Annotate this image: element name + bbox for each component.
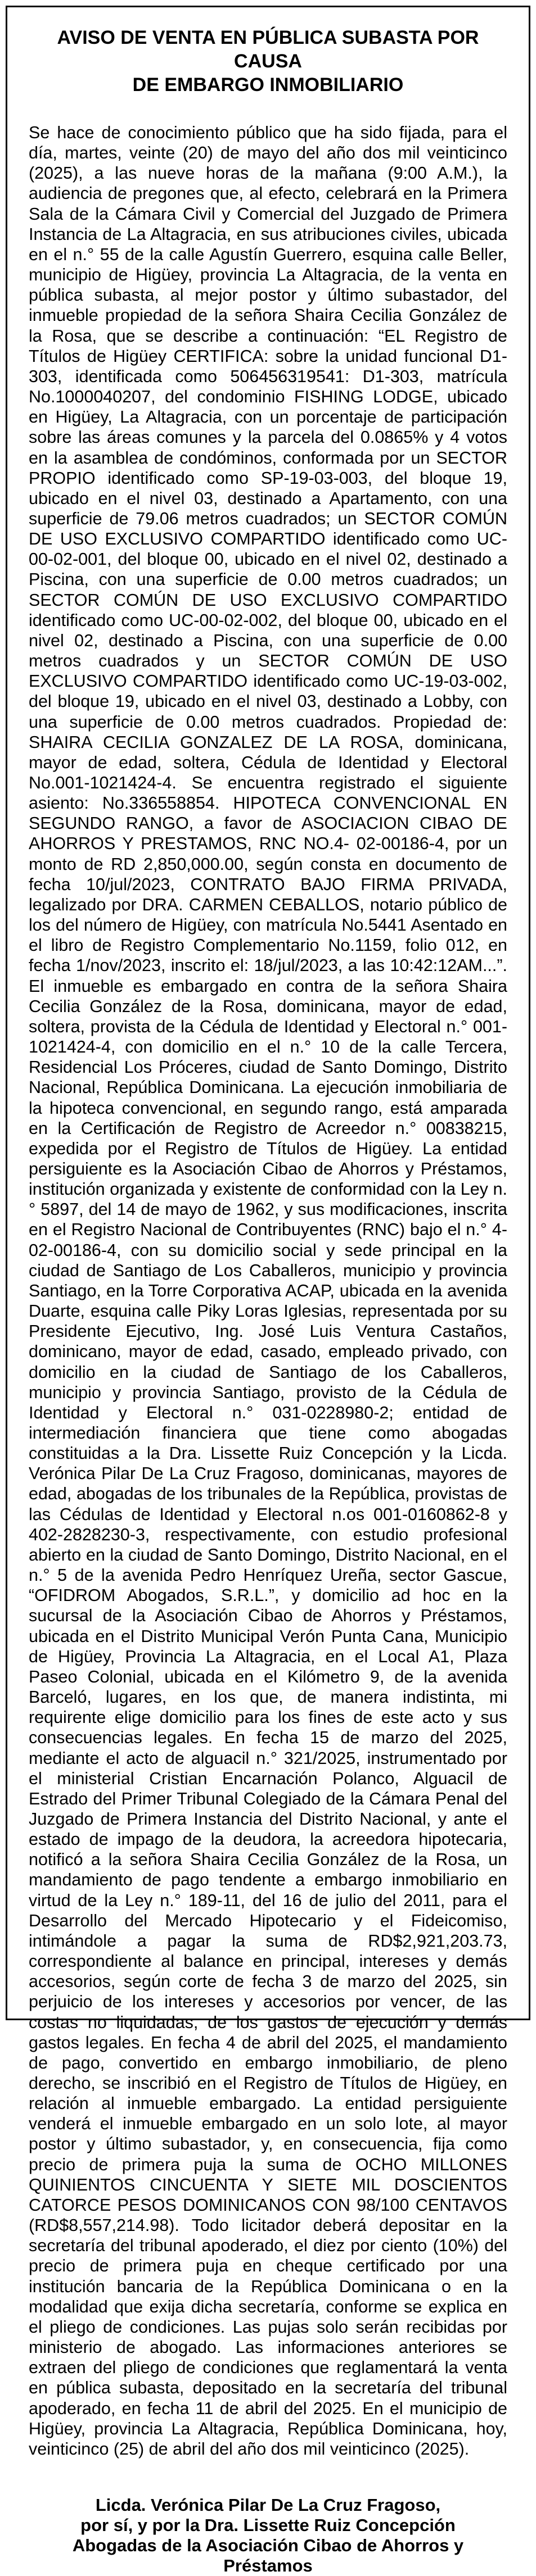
notice-title-line-1: AVISO DE VENTA EN PÚBLICA SUBASTA POR CAUSA <box>57 27 479 72</box>
signature-block <box>29 2495 507 2576</box>
notice-title <box>29 26 507 97</box>
signature-line-3: Abogadas de la Asociación Cibao de Ahorros y Préstamos <box>72 2535 464 2575</box>
notice-body: Se hace de conocimiento público que ha sido fijada, para el día, martes, veinte (20) de mayo del año dos mil veinticinco (2025), a las nueve horas de la mañana (9:00 A.M.), la audiencia de pregones que, al efecto, celebrará en la Primera Sala de la Cámara Civil y Comercial del Juzgado de Primera Instancia de La Altagracia, en sus atribuciones civiles, ubicada en el n.° 55 de la calle Agustín Guerrero, esquina calle Beller, municipio de Higüey, provincia La Altagracia, de la venta en pública subasta, al mejor postor y último subastador, del inmueble propiedad de la señora Shaira Cecilia González de la Rosa, que se describe a continuación: “EL Registro de Títulos de Higüey CERTIFICA: sobre la unidad funcional D1-303, identificada como 506456319541: D1-303, matrícula No.1000040207, del condominio FISHING LODGE, ubicado en Higüey, La Altagracia, con un porcentaje de participación sobre las áreas comunes y la parcela del 0.0865% y 4 votos en la asamblea de condóminos, conformada por un SECTOR PROPIO identificado como SP-19-03-003, del bloque 19, ubicado en el nivel 03, destinado a Apartamento, con una superficie de 79.06 metros cuadrados; un SECTOR COMÚN DE USO EXCLUSIVO COMPARTIDO identificado como UC-00-02-001, del bloque 00, ubicado en el nivel 02, destinado a Piscina, con una superficie de 0.00 metros cuadrados; un SECTOR COMÚN DE USO EXCLUSIVO COMPARTIDO identificado como UC-00-02-002, del bloque 00, ubicado en el nivel 02, destinado a Piscina, con una superficie de 0.00 metros cuadrados y un SECTOR COMÚN DE USO EXCLUSIVO COMPARTIDO identificado como UC-19-03-002, del bloque 19, ubicado en el nivel 03, destinado a Lobby, con una superficie de 0.00 metros cuadrados. Propiedad de: SHAIRA CECILIA GONZALEZ DE LA ROSA, dominicana, mayor de edad, soltera, Cédula de Identidad y Electoral No.001-1021424-4. Se encuentra registrado el siguiente asiento: No.336558854. HIPOTECA CONVENCIONAL EN SEGUNDO RANGO, a favor de ASOCIACION CIBAO DE AHORROS Y PRESTAMOS, RNC NO.4- 02-00186-4, por un monto de RD 2,850,000.00, según consta en documento de fecha 10/jul/2023, CONTRATO BAJO FIRMA PRIVADA, legalizado por DRA. CARMEN CEBALLOS, notario público de los del número de Higüey, con matrícula No.5441 Asentado en el libro de Registro Complementario No.1159, folio 012, en fecha 1/nov/2023, inscrito el: 18/jul/2023, a las 10:42:12AM...”. El inmueble es embargado en contra de la señora Shaira Cecilia González de la Rosa, dominicana, mayor de edad, soltera, provista de la Cédula de Identidad y Electoral n.° 001-1021424-4, con domicilio en el n.° 10 de la calle Tercera, Residencial Los Próceres, ciudad de Santo Domingo, Distrito Nacional, República Dominicana. La ejecución inmobiliaria de la hipoteca convencional, en segundo rango, está amparada en la Certificación de Registro de Acreedor n.° 00838215, expedida por el Registro de Títulos de Higüey. La entidad persiguiente es la Asociación Cibao de Ahorros y Préstamos, institución organizada y existente de conformidad con la Ley n.° 5897, del 14 de mayo de 1962, y sus modificaciones, inscrita en el Registro Nacional de Contribuyentes (RNC) bajo el n.° 4-02-00186-4, con su domicilio social y sede principal en la ciudad de Santiago de Los Caballeros, municipio y provincia Santiago, en la Torre Corporativa ACAP, ubicada en la avenida Duarte, esquina calle Piky Loras Iglesias, representada por su Presidente Ejecutivo, Ing. José Luis Ventura Castaños, dominicano, mayor de edad, casado, empleado privado, con domicilio en la ciudad de Santiago de los Caballeros, municipio y provincia Santiago, provisto de la Cédula de Identidad y Electoral n.° 031-0228980-2; entidad de intermediación financiera que tiene como abogadas constituidas a la Dra. Lissette Ruiz Concepción y la Licda. Verónica Pilar De La Cruz Fragoso, dominicanas, mayores de edad, abogadas de los tribunales de la República, provistas de las Cédulas de Identidad y Electoral n.os 001-0160862-8 y 402-2828230-3, respectivamente, con estudio profesional abierto en la ciudad de Santo Domingo, Distrito Nacional, en el n.° 5 de la avenida Pedro Henríquez Ureña, sector Gascue, “OFIDROM Abogados, S.R.L.”, y domicilio ad hoc en la sucursal de la Asociación Cibao de Ahorros y Préstamos, ubicada en el Distrito Municipal Verón Punta Cana, Municipio de Higüey, Provincia La Altagracia, en el Local A1, Plaza Paseo Colonial, ubicada en el Kilómetro 9, de la avenida Barceló, lugares, en los que, de manera indistinta, mi requirente elige domicilio para los fines de este acto y sus consecuencias legales. En fecha 15 de marzo del 2025, mediante el acto de alguacil n.° 321/2025, instrumentado por el ministerial Cristian Encarnación Polanco, Alguacil de Estrado del Primer Tribunal Colegiado de la Cámara Penal del Juzgado de Primera Instancia del Distrito Nacional, y ante el estado de impago de la deudora, la acreedora hipotecaria, notificó a la señora Shaira Cecilia González de la Rosa, un mandamiento de pago tendente a embargo inmobiliario en virtud de la Ley n.° 189-11, del 16 de julio del 2011, para el Desarrollo del Mercado Hipotecario y el Fideicomiso, intimándole a pagar la suma de RD$2,921,203.73, correspondiente al balance en principal, intereses y demás accesorios, según corte de fecha 3 de marzo del 2025, sin perjuicio de los intereses y accesorios por vencer, de las costas no liquidadas, de los gastos de ejecución y demás gastos legales. En fecha 4 de abril del 2025, el mandamiento de pago, convertido en embargo inmobiliario, de pleno derecho, se inscribió en el Registro de Títulos de Higüey, en relación al inmueble embargado. La entidad persiguiente venderá el inmueble embargado en un solo lote, al mayor postor y último subastador, y, en consecuencia, fija como precio de primera puja la suma de OCHO MILLONES QUINIENTOS CINCUENTA Y SIETE MIL DOSCIENTOS CATORCE PESOS DOMINICANOS CON 98/100 CENTAVOS (RD$8,557,214.98). Todo licitador deberá depositar en la secretaría del tribunal apoderado, el diez por ciento (10%) del precio de primera puja en cheque certificado por una institución bancaria de la República Dominicana o en la modalidad que exija dicha secretaría, conforme se explica en el pliego de condiciones. Las pujas solo serán recibidas por ministerio de abogado. Las informaciones anteriores se extraen del pliego de condiciones que reglamentará la venta en pública subasta, depositado en la secretaría del tribunal apoderado, en fecha 11 de abril del 2025. En el municipio de Higüey, provincia La Altagracia, República Dominicana, hoy, veinticinco (25) de abril del año dos mil veinticinco (2025). <box>29 123 507 2459</box>
signature-line-2: por sí, y por la Dra. Lissette Ruiz Concepción <box>80 2515 456 2535</box>
notice-title-line-2: DE EMBARGO INMOBILIARIO <box>132 74 404 96</box>
legal-notice <box>6 6 530 2575</box>
signature-line-1: Licda. Verónica Pilar De La Cruz Fragoso, <box>95 2495 441 2515</box>
